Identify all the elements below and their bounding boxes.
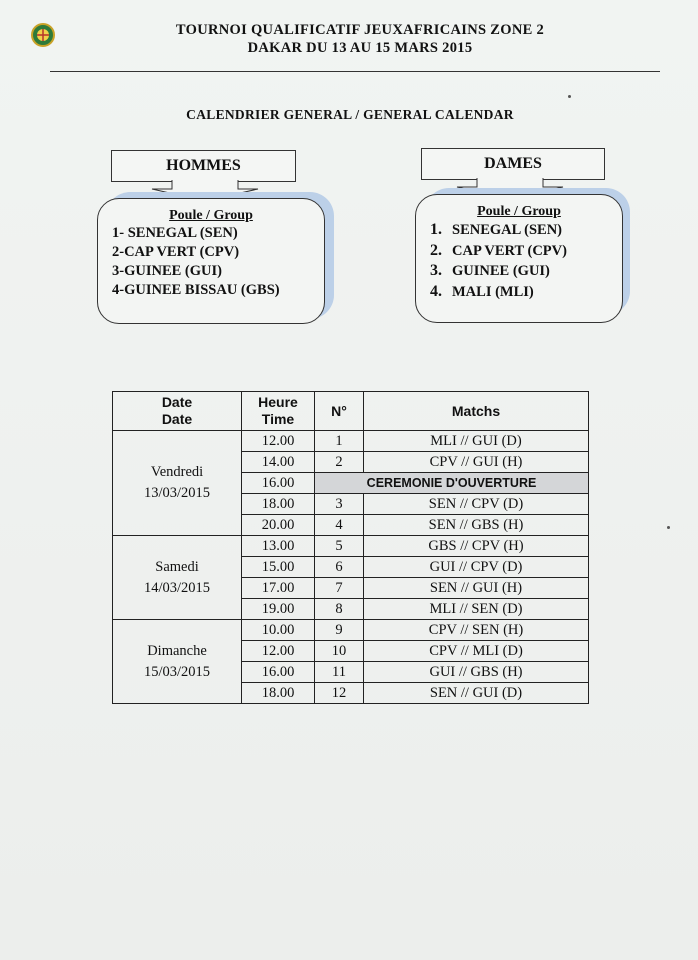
table-header-row [113, 392, 589, 431]
calendar-body [113, 431, 589, 704]
match-number-cell: 7 [315, 578, 364, 599]
women-label-box [421, 148, 605, 180]
time-cell: 16.00 [242, 473, 315, 494]
match-number-cell: 2 [315, 452, 364, 473]
header-title-line-1: TOURNOI QUALIFICATIF JEUXAFRICAINS ZONE 2 [175, 22, 545, 38]
header-title-line-2: DAKAR DU 13 AU 15 MARS 2015 [247, 40, 473, 56]
match-number-cell: 5 [315, 536, 364, 557]
time-cell: 16.00 [242, 662, 315, 683]
day-cell: Samedi 14/03/2015 [113, 536, 242, 620]
match-number-cell: 10 [315, 641, 364, 662]
men-team: 3-GUINEE (GUI) [112, 263, 222, 279]
match-number-cell: 9 [315, 620, 364, 641]
match-cell: SEN // GBS (H) [364, 515, 589, 536]
matches-column-header: Matchs [364, 392, 589, 431]
number-column-header: N° [315, 392, 364, 431]
match-number-cell: 12 [315, 683, 364, 704]
date-column-header: Date Date [113, 392, 242, 431]
time-cell: 15.00 [242, 557, 315, 578]
match-number-cell: 4 [315, 515, 364, 536]
match-cell: MLI // SEN (D) [364, 599, 589, 620]
time-cell: 12.00 [242, 431, 315, 452]
day-cell: Dimanche 15/03/2015 [113, 620, 242, 704]
women-label: DAMES [484, 155, 542, 172]
men-team: 1- SENEGAL (SEN) [112, 225, 238, 241]
men-label: HOMMES [166, 157, 241, 174]
men-label-box [111, 150, 296, 182]
match-number-cell: 1 [315, 431, 364, 452]
ceremony-cell: CEREMONIE D'OUVERTURE [315, 473, 589, 494]
match-cell: GUI // GBS (H) [364, 662, 589, 683]
match-cell: GBS // CPV (H) [364, 536, 589, 557]
time-cell: 14.00 [242, 452, 315, 473]
time-cell: 13.00 [242, 536, 315, 557]
time-cell: 20.00 [242, 515, 315, 536]
table-row [113, 431, 589, 452]
match-number-cell: 8 [315, 599, 364, 620]
table-row [113, 536, 589, 557]
time-column-header: Heure Time [242, 392, 315, 431]
match-cell: SEN // GUI (D) [364, 683, 589, 704]
match-number-cell: 6 [315, 557, 364, 578]
time-cell: 19.00 [242, 599, 315, 620]
match-cell: CPV // GUI (H) [364, 452, 589, 473]
federation-logo-icon [30, 22, 56, 48]
speck [568, 95, 571, 98]
men-pool-box [97, 198, 325, 324]
women-team: 1. SENEGAL (SEN) [430, 221, 562, 238]
match-number-cell: 11 [315, 662, 364, 683]
match-cell: SEN // CPV (D) [364, 494, 589, 515]
match-cell: GUI // CPV (D) [364, 557, 589, 578]
day-cell: Vendredi 13/03/2015 [113, 431, 242, 536]
calendar-table [112, 391, 589, 704]
match-cell: SEN // GUI (H) [364, 578, 589, 599]
match-cell: CPV // MLI (D) [364, 641, 589, 662]
time-cell: 18.00 [242, 683, 315, 704]
calendar-subtitle: CALENDRIER GENERAL / GENERAL CALENDAR [186, 107, 514, 122]
speck [667, 526, 670, 529]
time-cell: 17.00 [242, 578, 315, 599]
match-number-cell: 3 [315, 494, 364, 515]
men-team: 2-CAP VERT (CPV) [112, 244, 240, 260]
women-team: 2. CAP VERT (CPV) [430, 241, 567, 259]
women-team: 4. MALI (MLI) [430, 282, 534, 300]
men-team: 4-GUINEE BISSAU (GBS) [112, 282, 280, 298]
time-cell: 10.00 [242, 620, 315, 641]
table-row [113, 620, 589, 641]
time-cell: 18.00 [242, 494, 315, 515]
women-team: 3. GUINEE (GUI) [430, 262, 550, 279]
women-pool-box [415, 194, 623, 323]
match-cell: CPV // SEN (H) [364, 620, 589, 641]
header-divider [50, 71, 660, 72]
men-pool-title: Poule / Group [169, 208, 253, 223]
time-cell: 12.00 [242, 641, 315, 662]
women-pool-title: Poule / Group [477, 204, 561, 219]
match-cell: MLI // GUI (D) [364, 431, 589, 452]
